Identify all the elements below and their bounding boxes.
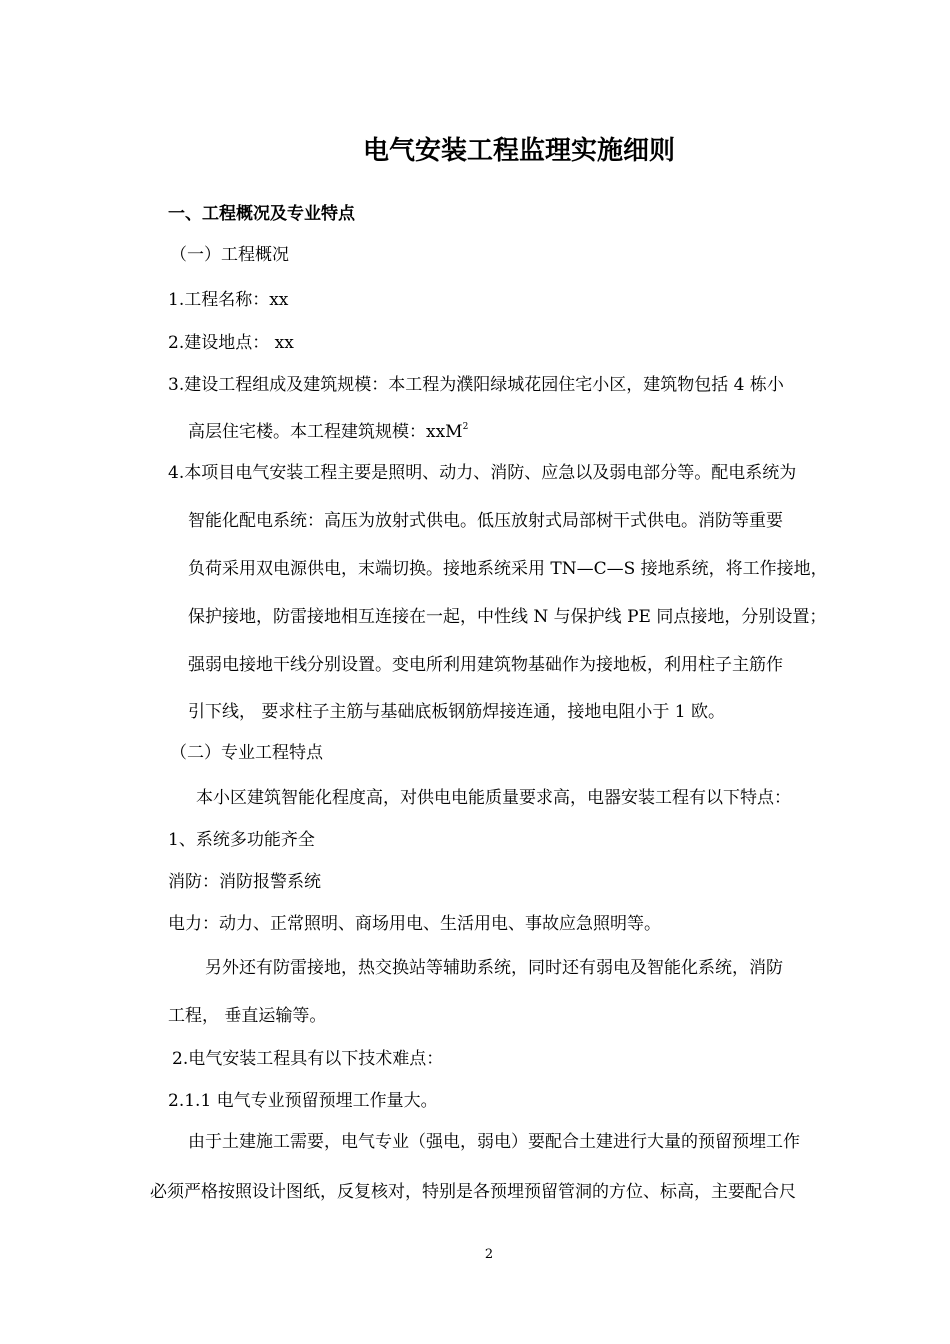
feature-1: 1、系统多功能齐全	[168, 830, 315, 850]
difficulty-heading: 2.电气安装工程具有以下技术难点：	[172, 1049, 444, 1069]
fire-protection-line: 消防：消防报警系统	[168, 872, 321, 892]
other-systems-line-2: 工程， 垂直运输等。	[168, 1006, 327, 1026]
project-name-item: 1.工程名称：xx	[168, 290, 289, 310]
section-heading: 一、工程概况及专业特点	[168, 204, 355, 224]
electrical-item-line-4: 保护接地，防雷接地相互连接在一起，中性线 N 与保护线 PE 同点接地，分别设置；	[188, 607, 827, 627]
subsection-heading: （一）工程概况	[170, 245, 289, 265]
electrical-item-line-1: 4.本项目电气安装工程主要是照明、动力、消防、应急以及弱电部分等。配电系统为	[168, 463, 797, 483]
features-intro: 本小区建筑智能化程度高，对供电电能质量要求高，电器安装工程有以下特点：	[196, 788, 791, 808]
square-superscript: 2	[462, 422, 469, 432]
electrical-item-line-3: 负荷采用双电源供电，末端切换。接地系统采用 TN—C—S 接地系统，将工作接地，	[188, 559, 828, 579]
electrical-item-line-6: 引下线， 要求柱子主筋与基础底板钢筋焊接连通，接地电阻小于 1 欧。	[188, 702, 726, 722]
paragraph-line-1: 由于土建施工需要，电气专业（强电，弱电）要配合土建进行大量的预留预埋工作	[188, 1132, 800, 1152]
paragraph-line-2: 必须严格按照设计图纸，反复核对，特别是各预埋预留管洞的方位、标高，主要配合尺	[150, 1182, 796, 1202]
page-title: 电气安装工程监理实施细则	[362, 136, 675, 166]
other-systems-line-1: 另外还有防雷接地，热交换站等辅助系统，同时还有弱电及智能化系统，消防	[205, 958, 783, 978]
scale-item-line-2	[188, 420, 468, 444]
difficulty-2-1-1: 2.1.1 电气专业预留预埋工作量大。	[168, 1091, 438, 1111]
electrical-item-line-5: 强弱电接地干线分别设置。变电所利用建筑物基础作为接地板，利用柱子主筋作	[188, 655, 783, 675]
subsection-heading: （二）专业工程特点	[170, 743, 323, 763]
page-number: 2	[484, 1247, 494, 1262]
electrical-item-line-2: 智能化配电系统：高压为放射式供电。低压放射式局部树干式供电。消防等重要	[188, 511, 783, 531]
site-location-item: 2.建设地点： xx	[168, 333, 294, 353]
power-line: 电力：动力、正常照明、商场用电、生活用电、事故应急照明等。	[168, 914, 661, 934]
scale-item-text: 高层住宅楼。本工程建筑规模：xxM	[188, 422, 463, 442]
scale-item-line-1: 3.建设工程组成及建筑规模：本工程为濮阳绿城花园住宅小区，建筑物包括 4 栋小	[168, 375, 784, 395]
